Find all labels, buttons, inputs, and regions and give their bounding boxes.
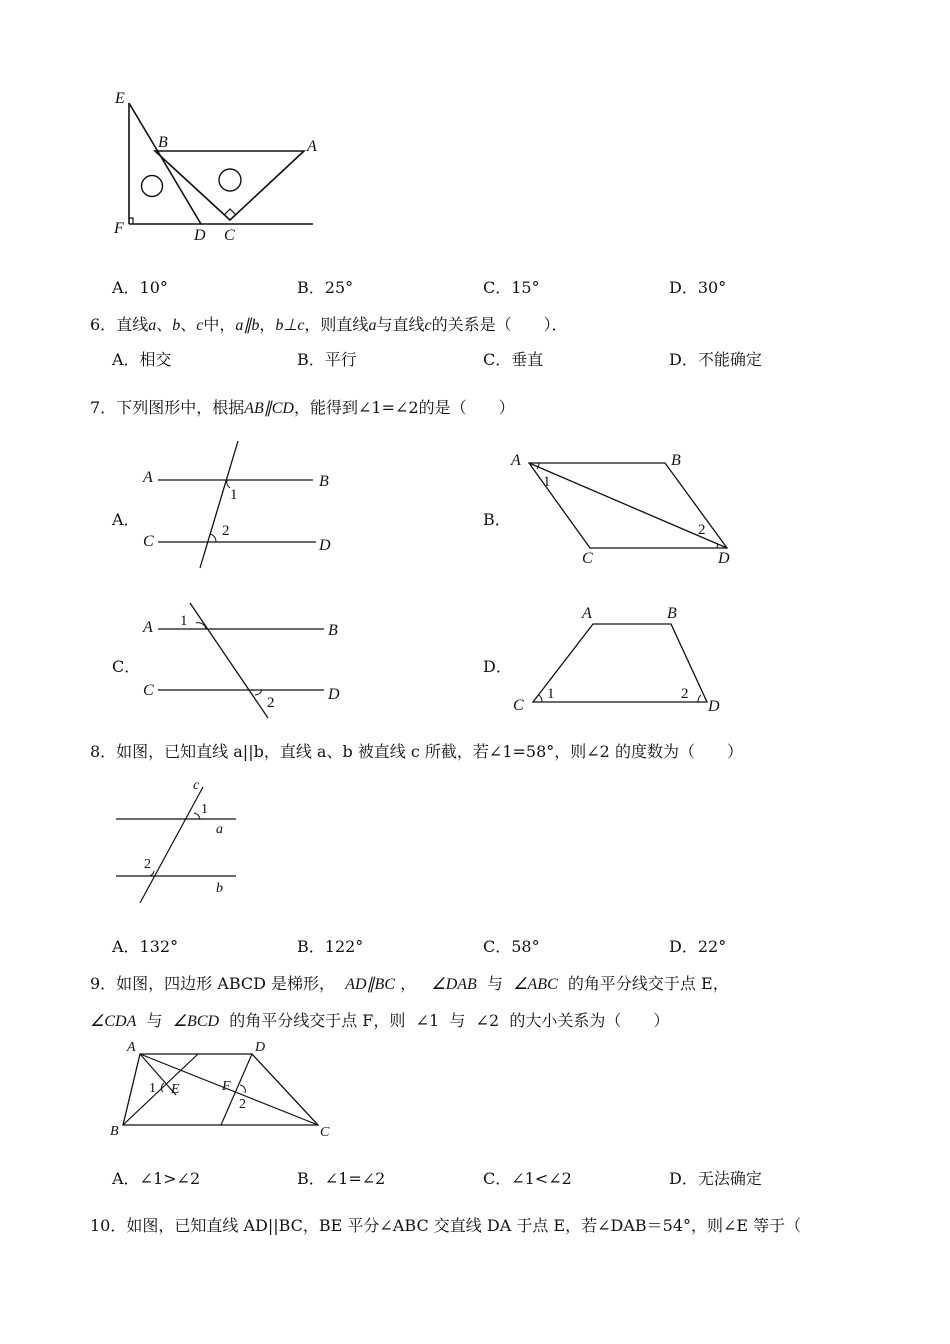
q8-option-a[interactable]: A．132°	[112, 937, 179, 956]
svg-text:D: D	[319, 537, 331, 554]
q7-figure-b	[505, 445, 745, 575]
q6-option-d[interactable]: D．不能确定	[669, 350, 762, 369]
q5-label-a: A	[307, 138, 317, 155]
q7-stem: 7．下列图形中，根据AB∥CD，能得到∠1=∠2的是（ ）	[90, 398, 515, 417]
svg-text:1: 1	[547, 686, 555, 702]
q9-option-b[interactable]: B．∠1=∠2	[297, 1169, 386, 1188]
q8-figure	[110, 775, 250, 910]
svg-text:E: E	[171, 1082, 180, 1097]
svg-text:B: B	[671, 452, 681, 469]
svg-text:C: C	[513, 697, 524, 714]
svg-text:B: B	[319, 473, 329, 490]
q5-label-d: D	[194, 227, 206, 244]
q10-stem: 10．如图，已知直线 AD||BC，BE 平分∠ABC 交直线 DA 于点 E，若∠DAB＝54°，则∠E 等于（	[90, 1216, 802, 1235]
q7-figure-d	[505, 598, 735, 723]
svg-text:D: D	[708, 698, 720, 715]
svg-text:B: B	[328, 622, 338, 639]
svg-text:F: F	[222, 1079, 231, 1094]
svg-text:C: C	[582, 550, 593, 567]
q5-option-b[interactable]: B．25°	[297, 278, 354, 297]
q9-option-c[interactable]: C．∠1<∠2	[483, 1169, 572, 1188]
q8-option-c[interactable]: C．58°	[483, 937, 540, 956]
svg-text:A: A	[127, 1040, 136, 1055]
svg-text:c: c	[193, 778, 200, 793]
svg-text:B: B	[110, 1124, 119, 1139]
svg-text:1: 1	[230, 487, 238, 503]
q9-stem-line-2: ∠CDA 与 ∠BCD 的角平分线交于点 F，则 ∠1 与 ∠2 的大小关系为（ ）	[90, 1011, 670, 1030]
svg-text:B: B	[667, 605, 677, 622]
q6-option-c[interactable]: C．垂直	[483, 350, 544, 369]
q9-stem-line-1: 9．如图，四边形 ABCD 是梯形， AD∥BC ， ∠DAB 与 ∠ABC 的角平分线交于点 E，	[90, 974, 729, 993]
q9-option-a[interactable]: A．∠1>∠2	[112, 1169, 201, 1188]
svg-text:C: C	[320, 1125, 330, 1140]
svg-text:2: 2	[239, 1097, 246, 1112]
q8-stem: 8．如图，已知直线 a||b，直线 a、b 被直线 c 所截，若∠1=58°，则∠2 的度数为（ ）	[90, 742, 743, 761]
q9-option-d[interactable]: D．无法确定	[669, 1169, 762, 1188]
q5-option-c[interactable]: C．15°	[483, 278, 540, 297]
q5-figure	[105, 85, 325, 245]
q5-label-f: F	[114, 220, 124, 237]
q9-figure	[105, 1035, 340, 1145]
q7-figure-c	[138, 598, 348, 723]
svg-text:2: 2	[144, 857, 151, 872]
q6-stem: 6．直线a、b、c中，a∥b，b⊥c，则直线a与直线c的关系是（ ）．	[90, 315, 568, 334]
q7-option-d[interactable]: D．	[483, 657, 512, 676]
svg-text:A: A	[143, 469, 153, 486]
q8-option-d[interactable]: D．22°	[669, 937, 727, 956]
svg-text:A: A	[143, 619, 153, 636]
svg-text:A: A	[511, 452, 521, 469]
q6-option-a[interactable]: A．相交	[112, 350, 172, 369]
q5-line-ed	[129, 103, 201, 224]
q7-option-b[interactable]: B．	[483, 510, 511, 529]
svg-text:2: 2	[698, 522, 706, 538]
svg-text:A: A	[582, 605, 592, 622]
q5-option-a[interactable]: A．10°	[112, 278, 168, 297]
svg-text:D: D	[328, 686, 340, 703]
svg-text:2: 2	[222, 523, 230, 539]
svg-text:1: 1	[180, 613, 188, 629]
svg-text:C: C	[143, 682, 154, 699]
svg-text:b: b	[216, 881, 223, 896]
q7-option-a[interactable]: A．	[112, 510, 140, 529]
svg-text:1: 1	[149, 1081, 156, 1096]
svg-text:D: D	[718, 550, 730, 567]
q8-option-b[interactable]: B．122°	[297, 937, 364, 956]
q5-option-d[interactable]: D．30°	[669, 278, 727, 297]
svg-text:2: 2	[681, 686, 689, 702]
q6-option-b[interactable]: B．平行	[297, 350, 357, 369]
q5-label-b: B	[158, 134, 168, 151]
svg-text:a: a	[216, 822, 223, 837]
svg-text:2: 2	[267, 695, 275, 711]
svg-text:1: 1	[543, 474, 551, 490]
svg-text:1: 1	[201, 802, 208, 817]
q7-option-c[interactable]: C．	[112, 657, 141, 676]
svg-text:C: C	[143, 533, 154, 550]
svg-text:D: D	[255, 1040, 266, 1055]
q5-label-c: C	[224, 227, 235, 244]
q7-figure-a	[138, 438, 338, 573]
q5-label-e: E	[115, 90, 125, 107]
